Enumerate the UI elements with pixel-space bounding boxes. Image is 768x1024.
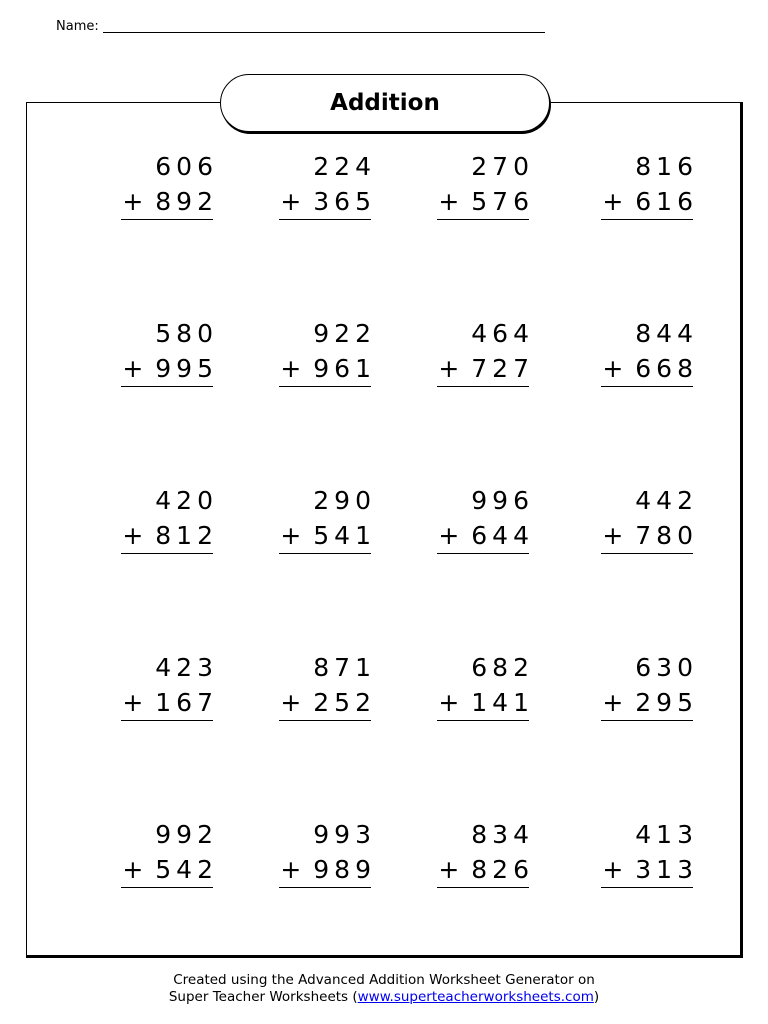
problem-top-number: 442 <box>635 486 698 515</box>
addition-problem <box>593 319 698 391</box>
problem-bottom-line <box>122 187 218 217</box>
problem-top-number: 464 <box>471 319 534 348</box>
plus-operator: + <box>438 354 465 383</box>
answer-rule <box>601 720 693 721</box>
answer-rule <box>601 553 693 554</box>
problem-top-number: 992 <box>155 820 218 849</box>
problem-top-number: 993 <box>313 820 376 849</box>
worksheet-title: Addition <box>330 90 440 116</box>
addition-problem <box>271 820 376 892</box>
problem-bottom-line <box>122 688 218 718</box>
problem-bottom-number: 616 <box>635 187 698 216</box>
problem-top-number: 580 <box>155 319 218 348</box>
plus-operator: + <box>602 521 629 550</box>
addition-problem <box>429 319 534 391</box>
problem-top-number: 834 <box>471 820 534 849</box>
plus-operator: + <box>280 855 307 884</box>
plus-operator: + <box>602 354 629 383</box>
problem-bottom-line <box>438 688 534 718</box>
addition-problem <box>271 486 376 558</box>
problem-bottom-line <box>280 855 376 885</box>
plus-operator: + <box>438 521 465 550</box>
problem-bottom-line <box>122 521 218 551</box>
addition-problem <box>593 152 698 224</box>
footer <box>0 972 768 1006</box>
answer-rule <box>601 887 693 888</box>
plus-operator: + <box>438 855 465 884</box>
plus-operator: + <box>280 688 307 717</box>
problem-bottom-line <box>602 855 698 885</box>
problem-bottom-line <box>122 855 218 885</box>
name-label: Name: <box>56 19 99 34</box>
problem-bottom-line <box>280 688 376 718</box>
problem-top-number: 922 <box>313 319 376 348</box>
problem-bottom-line <box>602 187 698 217</box>
problem-top-number: 630 <box>635 653 698 682</box>
answer-rule <box>121 887 213 888</box>
plus-operator: + <box>438 688 465 717</box>
answer-rule <box>121 553 213 554</box>
plus-operator: + <box>122 187 149 216</box>
plus-operator: + <box>122 855 149 884</box>
footer-suffix: ) <box>593 989 600 1005</box>
problem-bottom-number: 141 <box>471 688 534 717</box>
problem-bottom-line <box>438 521 534 551</box>
plus-operator: + <box>602 187 629 216</box>
problem-top-number: 224 <box>313 152 376 181</box>
problem-bottom-line <box>602 688 698 718</box>
problem-top-number: 996 <box>471 486 534 515</box>
addition-problem <box>271 319 376 391</box>
plus-operator: + <box>280 521 307 550</box>
problem-bottom-number: 541 <box>313 521 376 550</box>
addition-problem <box>113 486 218 558</box>
problem-bottom-number: 892 <box>155 187 218 216</box>
footer-link[interactable]: www.superteacherworksheets.com <box>357 989 594 1005</box>
problem-bottom-line <box>280 187 376 217</box>
answer-rule <box>437 720 529 721</box>
problem-bottom-line <box>280 521 376 551</box>
answer-rule <box>279 386 371 387</box>
answer-rule <box>279 887 371 888</box>
problem-top-number: 816 <box>635 152 698 181</box>
problem-top-number: 682 <box>471 653 534 682</box>
problem-bottom-number: 252 <box>313 688 376 717</box>
plus-operator: + <box>280 187 307 216</box>
footer-line-1: Created using the Advanced Addition Worksheet Generator on <box>173 972 595 988</box>
plus-operator: + <box>438 187 465 216</box>
footer-line-2 <box>0 989 768 1006</box>
problem-bottom-number: 812 <box>155 521 218 550</box>
name-row <box>56 19 545 35</box>
plus-operator: + <box>122 521 149 550</box>
addition-problem <box>593 486 698 558</box>
problem-top-number: 423 <box>155 653 218 682</box>
problem-bottom-number: 313 <box>635 855 698 884</box>
addition-problem <box>113 820 218 892</box>
problem-bottom-line <box>122 354 218 384</box>
problem-bottom-number: 989 <box>313 855 376 884</box>
problem-bottom-number: 668 <box>635 354 698 383</box>
problem-bottom-line <box>602 521 698 551</box>
problem-top-number: 844 <box>635 319 698 348</box>
name-line <box>103 32 545 33</box>
answer-rule <box>437 887 529 888</box>
footer-prefix: Super Teacher Worksheets ( <box>168 989 358 1005</box>
problem-bottom-number: 644 <box>471 521 534 550</box>
title-box <box>220 74 550 132</box>
problem-top-number: 413 <box>635 820 698 849</box>
answer-rule <box>437 386 529 387</box>
answer-rule <box>437 219 529 220</box>
answer-rule <box>121 219 213 220</box>
problem-bottom-number: 995 <box>155 354 218 383</box>
addition-problem <box>271 653 376 725</box>
problem-bottom-line <box>280 354 376 384</box>
answer-rule <box>279 553 371 554</box>
problem-bottom-number: 295 <box>635 688 698 717</box>
answer-rule <box>121 720 213 721</box>
problem-bottom-number: 576 <box>471 187 534 216</box>
problem-bottom-number: 826 <box>471 855 534 884</box>
addition-problem <box>113 653 218 725</box>
problem-bottom-line <box>602 354 698 384</box>
problem-bottom-number: 542 <box>155 855 218 884</box>
problem-top-number: 871 <box>313 653 376 682</box>
problem-bottom-number: 780 <box>635 521 698 550</box>
problem-top-number: 420 <box>155 486 218 515</box>
addition-problem <box>271 152 376 224</box>
answer-rule <box>601 386 693 387</box>
addition-problem <box>429 486 534 558</box>
problem-bottom-number: 961 <box>313 354 376 383</box>
problem-bottom-line <box>438 354 534 384</box>
problem-bottom-line <box>438 187 534 217</box>
addition-problem <box>593 820 698 892</box>
addition-problem <box>113 319 218 391</box>
plus-operator: + <box>122 354 149 383</box>
problem-bottom-number: 727 <box>471 354 534 383</box>
addition-problem <box>113 152 218 224</box>
plus-operator: + <box>280 354 307 383</box>
answer-rule <box>601 219 693 220</box>
problem-top-number: 606 <box>155 152 218 181</box>
problem-bottom-line <box>438 855 534 885</box>
addition-problem <box>429 820 534 892</box>
problem-bottom-number: 365 <box>313 187 376 216</box>
problem-top-number: 290 <box>313 486 376 515</box>
problem-bottom-number: 167 <box>155 688 218 717</box>
plus-operator: + <box>122 688 149 717</box>
answer-rule <box>279 720 371 721</box>
answer-rule <box>437 553 529 554</box>
answer-rule <box>279 219 371 220</box>
answer-rule <box>121 386 213 387</box>
plus-operator: + <box>602 688 629 717</box>
addition-problem <box>429 653 534 725</box>
plus-operator: + <box>602 855 629 884</box>
addition-problem <box>593 653 698 725</box>
problem-top-number: 270 <box>471 152 534 181</box>
addition-problem <box>429 152 534 224</box>
